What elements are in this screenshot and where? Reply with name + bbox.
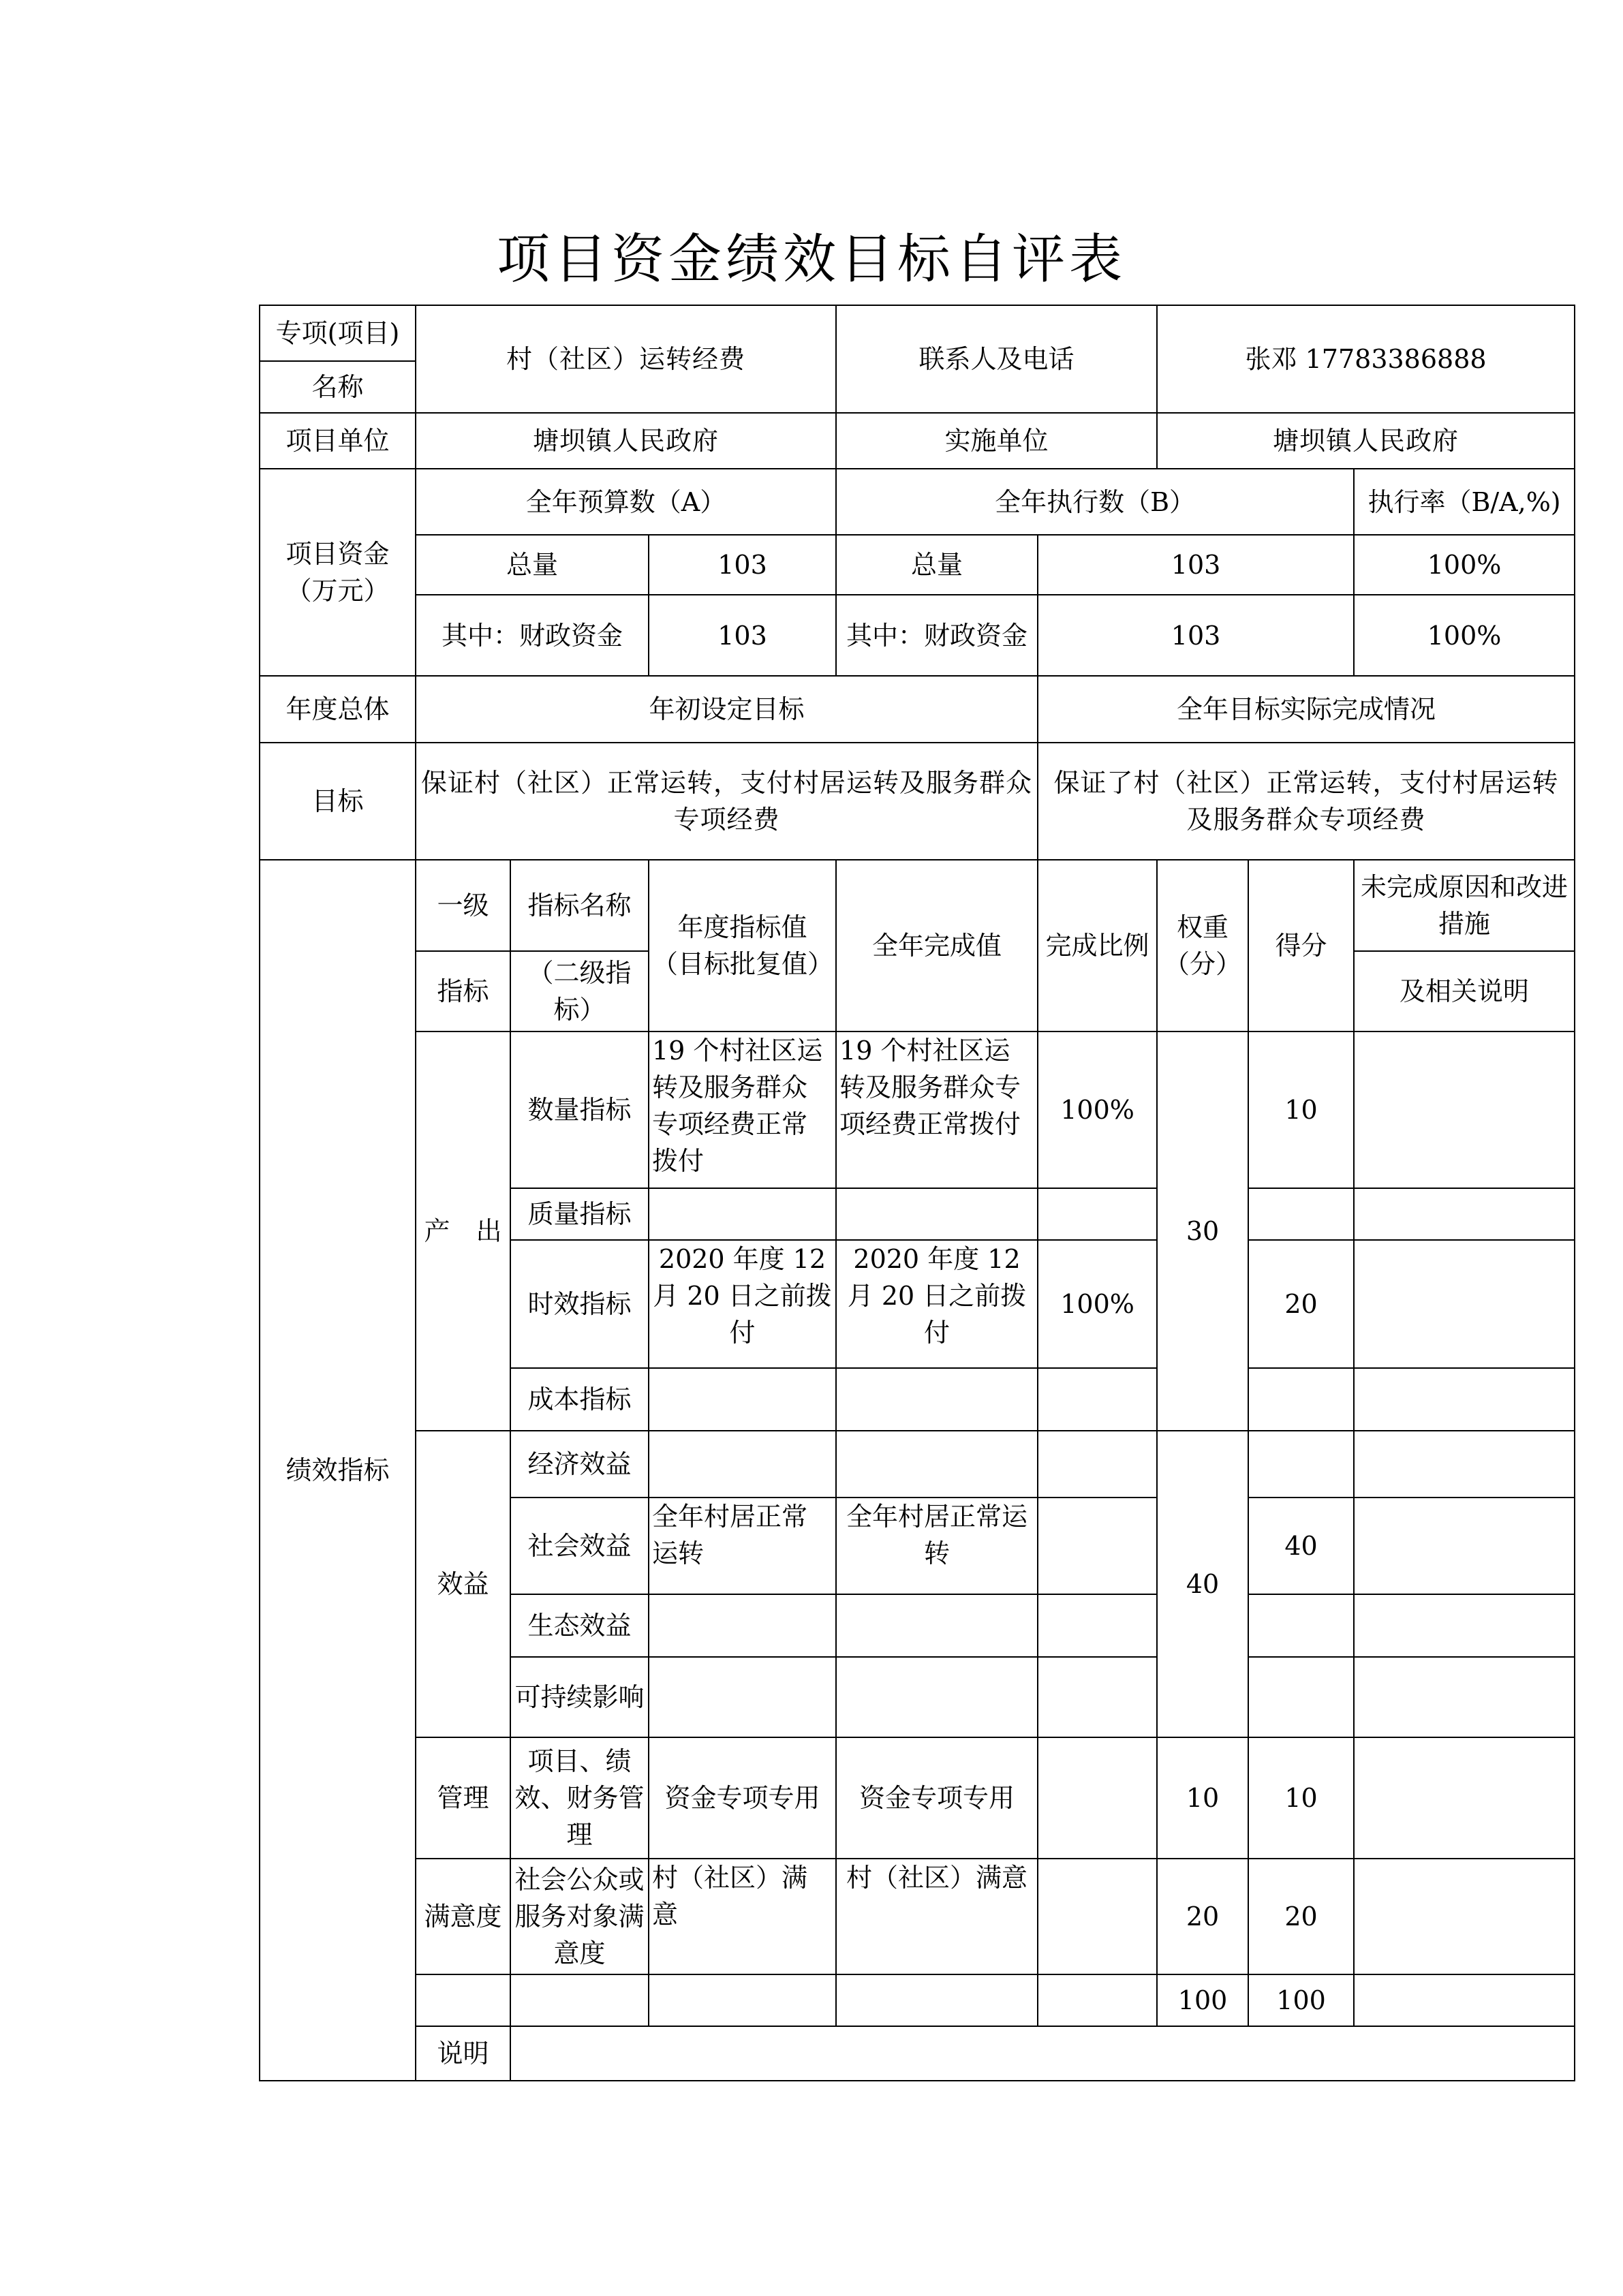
budget-label: 全年预算数（A）: [416, 469, 836, 535]
sustain-actual: [836, 1657, 1038, 1737]
total-weight: 100: [1157, 1974, 1248, 2026]
impl-unit-label: 实施单位: [836, 413, 1157, 469]
contact-label: 联系人及电话: [836, 305, 1157, 413]
sat-actual: 村（社区）满意: [836, 1859, 1038, 1974]
cost-score: [1248, 1368, 1354, 1431]
reason-header: 未完成原因和改进措施: [1354, 860, 1575, 951]
total-exec: 103: [1038, 535, 1354, 595]
output-label: 产 出: [416, 1031, 510, 1431]
fiscal-budget: 103: [649, 595, 836, 676]
quality-reason: [1354, 1188, 1575, 1240]
economic-target: [649, 1431, 836, 1498]
sat-name: 社会公众或服务对象满意度: [510, 1859, 649, 1974]
social-target: 全年村居正常运转: [649, 1498, 836, 1594]
quality-label: 质量指标: [510, 1188, 649, 1240]
timeliness-actual: 2020 年度 12 月 20 日之前拨付: [836, 1240, 1038, 1368]
mgmt-ratio: [1038, 1737, 1157, 1859]
level1-header: 一级: [416, 860, 510, 951]
social-label: 社会效益: [510, 1498, 649, 1594]
quantity-target: 19 个村社区运转及服务群众专项经费正常拨付: [649, 1031, 836, 1188]
economic-reason: [1354, 1431, 1575, 1498]
timeliness-ratio: 100%: [1038, 1240, 1157, 1368]
fiscal-label: 其中：财政资金: [416, 595, 649, 676]
total-label: 总量: [416, 535, 649, 595]
level1-header-2: 指标: [416, 951, 510, 1031]
funds-label: 项目资金（万元）: [260, 469, 416, 676]
project-name-label-2: 名称: [260, 361, 416, 413]
total-row-ratio: [1038, 1974, 1157, 2026]
total-row-target: [649, 1974, 836, 2026]
sat-ratio: [1038, 1859, 1157, 1974]
quality-score: [1248, 1188, 1354, 1240]
rate-label: 执行率（B/A,%): [1354, 469, 1575, 535]
quality-ratio: [1038, 1188, 1157, 1240]
notes-content: [510, 2026, 1575, 2081]
total-row-name: [510, 1974, 649, 2026]
total-budget: 103: [649, 535, 836, 595]
cost-reason: [1354, 1368, 1575, 1431]
sat-score: 20: [1248, 1859, 1354, 1974]
cost-target: [649, 1368, 836, 1431]
social-actual: 全年村居正常运转: [836, 1498, 1038, 1594]
mgmt-name: 项目、绩效、财务管理: [510, 1737, 649, 1859]
social-ratio: [1038, 1498, 1157, 1594]
total-label-2: 总量: [836, 535, 1038, 595]
eco-target: [649, 1594, 836, 1657]
eco-ratio: [1038, 1594, 1157, 1657]
eco-label: 生态效益: [510, 1594, 649, 1657]
initial-goal-text: 保证村（社区）正常运转，支付村居运转及服务群众专项经费: [416, 743, 1038, 860]
project-unit: 塘坝镇人民政府: [416, 413, 836, 469]
actual-header: 全年完成值: [836, 860, 1038, 1031]
fiscal-rate: 100%: [1354, 595, 1575, 676]
sustain-reason: [1354, 1657, 1575, 1737]
score-header: 得分: [1248, 860, 1354, 1031]
page-title: 项目资金绩效目标自评表: [496, 229, 1126, 290]
sustain-target: [649, 1657, 836, 1737]
mgmt-actual: 资金专项专用: [836, 1737, 1038, 1859]
actual-goal-text: 保证了村（社区）正常运转，支付村居运转及服务群众专项经费: [1038, 743, 1575, 860]
benefit-weight: 40: [1157, 1431, 1248, 1737]
economic-ratio: [1038, 1431, 1157, 1498]
quality-target: [649, 1188, 836, 1240]
notes-label: 说明: [416, 2026, 510, 2081]
indicators-section-label: 绩效指标: [260, 860, 416, 2081]
eco-score: [1248, 1594, 1354, 1657]
economic-score: [1248, 1431, 1354, 1498]
quantity-label: 数量指标: [510, 1031, 649, 1188]
timeliness-reason: [1354, 1240, 1575, 1368]
eco-actual: [836, 1594, 1038, 1657]
mgmt-score: 10: [1248, 1737, 1354, 1859]
mgmt-weight: 10: [1157, 1737, 1248, 1859]
name-header-2: （二级指标）: [510, 951, 649, 1031]
sustain-ratio: [1038, 1657, 1157, 1737]
economic-actual: [836, 1431, 1038, 1498]
total-rate: 100%: [1354, 535, 1575, 595]
sat-label: 满意度: [416, 1859, 510, 1974]
quantity-score: 10: [1248, 1031, 1354, 1188]
impl-unit: 塘坝镇人民政府: [1157, 413, 1575, 469]
fiscal-exec: 103: [1038, 595, 1354, 676]
project-name-label: 专项(项目): [260, 305, 416, 361]
ratio-header: 完成比例: [1038, 860, 1157, 1031]
total-row-reason: [1354, 1974, 1575, 2026]
timeliness-label: 时效指标: [510, 1240, 649, 1368]
annual-label: 年度总体: [260, 676, 416, 743]
actual-goal-label: 全年目标实际完成情况: [1038, 676, 1575, 743]
social-reason: [1354, 1498, 1575, 1594]
contact-value: 张邓 17783386888: [1157, 305, 1575, 413]
timeliness-target: 2020 年度 12 月 20 日之前拨付: [649, 1240, 836, 1368]
sat-weight: 20: [1157, 1859, 1248, 1974]
goal-label: 目标: [260, 743, 416, 860]
cost-actual: [836, 1368, 1038, 1431]
name-header: 指标名称: [510, 860, 649, 951]
performance-table: [259, 305, 1575, 2081]
sat-reason: [1354, 1859, 1575, 1974]
project-unit-label: 项目单位: [260, 413, 416, 469]
social-score: 40: [1248, 1498, 1354, 1594]
timeliness-score: 20: [1248, 1240, 1354, 1368]
sustain-score: [1248, 1657, 1354, 1737]
mgmt-label: 管理: [416, 1737, 510, 1859]
reason-header-2: 及相关说明: [1354, 951, 1575, 1031]
cost-label: 成本指标: [510, 1368, 649, 1431]
weight-header: 权重（分）: [1157, 860, 1248, 1031]
sustain-label: 可持续影响: [510, 1657, 649, 1737]
target-header: 年度指标值（目标批复值）: [649, 860, 836, 1031]
economic-label: 经济效益: [510, 1431, 649, 1498]
exec-label: 全年执行数（B）: [836, 469, 1354, 535]
total-score: 100: [1248, 1974, 1354, 2026]
total-row-level1: [416, 1974, 510, 2026]
mgmt-reason: [1354, 1737, 1575, 1859]
quality-actual: [836, 1188, 1038, 1240]
cost-ratio: [1038, 1368, 1157, 1431]
total-row-actual: [836, 1974, 1038, 2026]
mgmt-target: 资金专项专用: [649, 1737, 836, 1859]
project-name: 村（社区）运转经费: [416, 305, 836, 413]
quantity-ratio: 100%: [1038, 1031, 1157, 1188]
benefit-label: 效益: [416, 1431, 510, 1737]
sat-target: 村（社区）满意: [649, 1859, 836, 1974]
quantity-reason: [1354, 1031, 1575, 1188]
fiscal-label-2: 其中：财政资金: [836, 595, 1038, 676]
output-weight: 30: [1157, 1031, 1248, 1431]
eco-reason: [1354, 1594, 1575, 1657]
initial-goal-label: 年初设定目标: [416, 676, 1038, 743]
quantity-actual: 19 个村社区运转及服务群众专项经费正常拨付: [836, 1031, 1038, 1188]
